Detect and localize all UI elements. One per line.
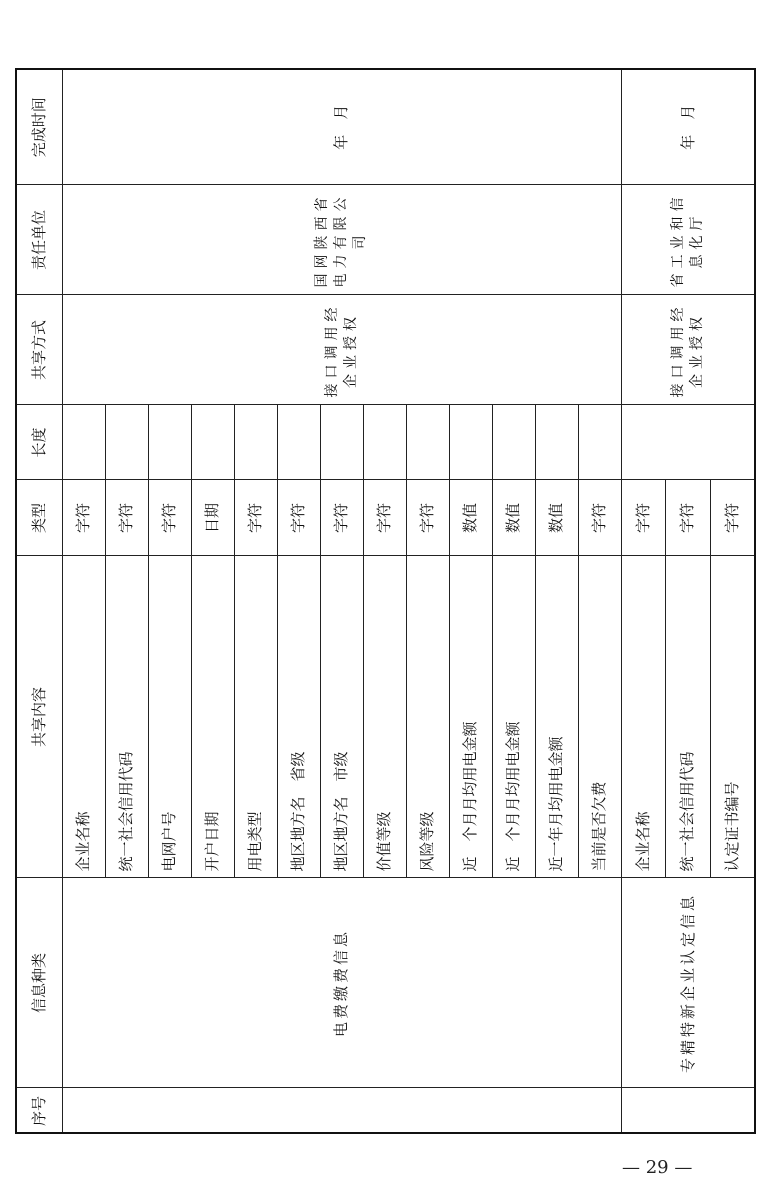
header-seq: 序号 (16, 1088, 62, 1133)
group1-share-method: 接口调用经企业授权 (62, 295, 621, 405)
type-cell: 数值 (449, 480, 492, 556)
group2-share-method: 接口调用经企业授权 (621, 295, 755, 405)
type-cell: 字符 (363, 480, 406, 556)
content-cell: 统一社会信用代码 (105, 556, 148, 878)
table-row (621, 69, 665, 1133)
type-cell: 字符 (406, 480, 449, 556)
group1-responsible: 国网陕西省电力有限公司 (62, 185, 621, 295)
length-cell (621, 405, 755, 480)
group2-seq (621, 1088, 755, 1133)
length-cell (449, 405, 492, 480)
content-cell: 地区地方名 市级 (320, 556, 363, 878)
content-cell: 企业名称 (62, 556, 105, 878)
length-cell (148, 405, 191, 480)
content-cell: 近 个月月均用电金额 (449, 556, 492, 878)
length-cell (535, 405, 578, 480)
content-cell: 价值等级 (363, 556, 406, 878)
type-cell: 字符 (621, 480, 665, 556)
length-cell (363, 405, 406, 480)
length-cell (191, 405, 234, 480)
header-responsible: 责任单位 (16, 185, 62, 295)
length-cell (492, 405, 535, 480)
content-cell: 用电类型 (234, 556, 277, 878)
group1-category: 电费缴费信息 (62, 878, 621, 1088)
header-share-method: 共享方式 (16, 295, 62, 405)
content-cell: 电网户号 (148, 556, 191, 878)
content-cell: 当前是否欠费 (578, 556, 621, 878)
header-content: 共享内容 (16, 556, 62, 878)
type-cell: 字符 (665, 480, 710, 556)
type-cell: 字符 (320, 480, 363, 556)
header-completion: 完成时间 (16, 69, 62, 185)
length-cell (406, 405, 449, 480)
type-cell: 数值 (535, 480, 578, 556)
type-cell: 字符 (710, 480, 755, 556)
type-cell: 字符 (62, 480, 105, 556)
type-cell: 字符 (148, 480, 191, 556)
length-cell (62, 405, 105, 480)
type-cell: 字符 (578, 480, 621, 556)
type-cell: 数值 (492, 480, 535, 556)
content-cell: 近一年月均用电金额 (535, 556, 578, 878)
group2-category: 专精特新企业认定信息 (621, 878, 755, 1088)
length-cell (105, 405, 148, 480)
page-number: — 29 — (622, 1157, 693, 1178)
group1-completion: 年 月 (62, 69, 621, 185)
content-cell: 企业名称 (621, 556, 665, 878)
table-row (62, 69, 105, 1133)
content-cell: 地区地方名 省级 (277, 556, 320, 878)
content-cell: 风险等级 (406, 556, 449, 878)
type-cell: 字符 (277, 480, 320, 556)
header-category: 信息种类 (16, 878, 62, 1088)
content-cell: 认定证书编号 (710, 556, 755, 878)
header-row (16, 69, 62, 1133)
type-cell: 字符 (234, 480, 277, 556)
length-cell (578, 405, 621, 480)
type-cell: 字符 (105, 480, 148, 556)
length-cell (320, 405, 363, 480)
content-cell: 开户日期 (191, 556, 234, 878)
header-length: 长度 (16, 405, 62, 480)
length-cell (234, 405, 277, 480)
header-type: 类型 (16, 480, 62, 556)
group2-responsible: 省工业和信息化厅 (621, 185, 755, 295)
group2-completion: 年 月 (621, 69, 755, 185)
rotated-table-container (15, 70, 754, 1134)
data-sharing-table (15, 68, 756, 1134)
content-cell: 近 个月月均用电金额 (492, 556, 535, 878)
group1-seq (62, 1088, 621, 1133)
length-cell (277, 405, 320, 480)
type-cell: 日期 (191, 480, 234, 556)
content-cell: 统一社会信用代码 (665, 556, 710, 878)
